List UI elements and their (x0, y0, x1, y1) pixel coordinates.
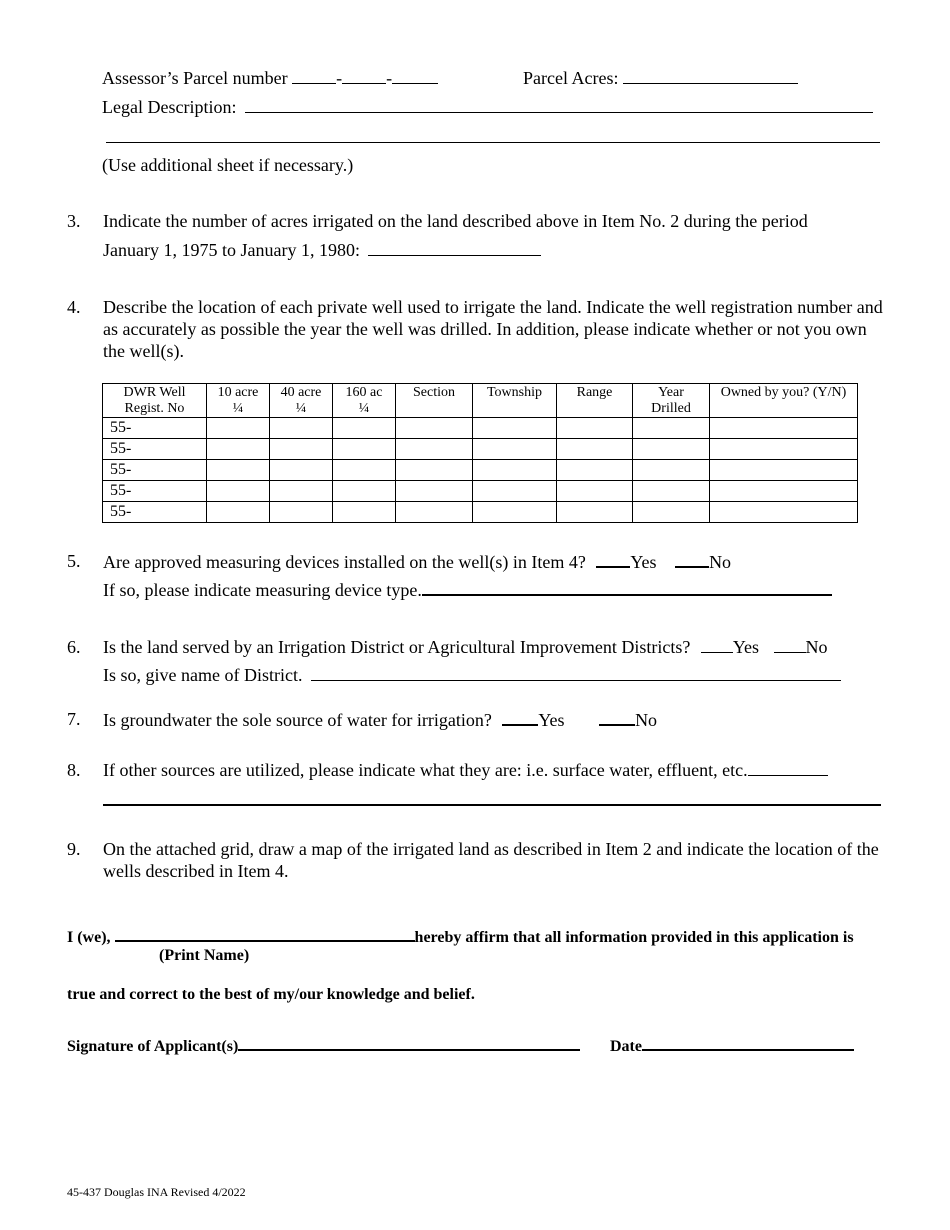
item-5-question: Are approved measuring devices installed on the well(s) in Item 4? (103, 552, 586, 572)
table-cell[interactable] (270, 481, 333, 502)
item-3-period-label: January 1, 1975 to January 1, 1980: (103, 240, 360, 260)
table-cell[interactable] (473, 439, 557, 460)
parcel-dash-1: - (336, 68, 343, 88)
item-3-line-2 (103, 239, 541, 261)
col-header-year-drilled: Year Drilled (633, 384, 710, 418)
table-cell[interactable] (557, 418, 633, 439)
table-cell[interactable] (633, 460, 710, 481)
table-row (103, 481, 858, 502)
parcel-acres-field[interactable] (623, 67, 798, 84)
table-cell[interactable] (207, 502, 270, 523)
item-6-no-label: No (805, 637, 828, 657)
table-cell[interactable] (396, 460, 473, 481)
affirmation-i-we: I (we), (67, 929, 111, 946)
table-cell[interactable] (710, 460, 858, 481)
table-cell[interactable] (333, 460, 396, 481)
item-6-yes-field[interactable] (701, 636, 733, 653)
item-4-question: Describe the location of each private well used to irrigate the land. Indicate the well registration number and as accurately as possible the year the well was drilled. In addition, please indicate whether or not you own the well(s). (103, 297, 883, 361)
signature-field[interactable] (238, 1035, 580, 1051)
item-3-question: Indicate the number of acres irrigated on the land described above in Item No. 2 during the period (103, 211, 808, 231)
item-6-no-field[interactable] (774, 636, 806, 653)
wells-table (102, 383, 858, 523)
well-regist-cell[interactable]: 55- (103, 502, 207, 523)
table-cell[interactable] (396, 439, 473, 460)
col-header-dwr-well: DWR Well Regist. No (103, 384, 207, 418)
table-cell[interactable] (270, 460, 333, 481)
parcel-number-row (102, 67, 438, 89)
table-cell[interactable] (270, 418, 333, 439)
parcel-acres-label: Parcel Acres: (523, 68, 619, 88)
item-6-line-1 (103, 636, 828, 658)
item-6-yes-label: Yes (732, 637, 760, 657)
parcel-number-field-1[interactable] (292, 67, 336, 84)
signature-row (67, 1035, 580, 1057)
table-cell[interactable] (207, 460, 270, 481)
table-cell[interactable] (396, 481, 473, 502)
item-7-number: 7. (67, 709, 81, 729)
table-cell[interactable] (710, 439, 858, 460)
item-7-question: Is groundwater the sole source of water for irrigation? (103, 710, 492, 730)
item-8-question: If other sources are utilized, please indicate what they are: i.e. surface water, effluent, etc. (103, 760, 748, 780)
item-5-no-label: No (709, 552, 732, 572)
item-5-no-field[interactable] (675, 550, 709, 568)
table-cell[interactable] (333, 481, 396, 502)
table-cell[interactable] (396, 418, 473, 439)
item-6-number: 6. (67, 637, 81, 657)
table-cell[interactable] (473, 460, 557, 481)
district-name-field[interactable] (311, 664, 841, 681)
table-cell[interactable] (333, 502, 396, 523)
table-cell[interactable] (633, 502, 710, 523)
parcel-dash-2: - (386, 68, 393, 88)
item-5-line-1 (103, 550, 731, 573)
item-7-yes-field[interactable] (502, 708, 538, 726)
other-sources-field[interactable] (748, 759, 828, 776)
table-cell[interactable] (557, 502, 633, 523)
item-5-number: 5. (67, 551, 81, 571)
col-header-township: Township (473, 384, 557, 418)
item-5-line-2 (103, 578, 832, 601)
well-regist-cell[interactable]: 55- (103, 481, 207, 502)
item-6-question: Is the land served by an Irrigation District or Agricultural Improvement Districts? (103, 637, 691, 657)
col-header-40-acre: 40 acre ¼ (270, 384, 333, 418)
table-cell[interactable] (333, 418, 396, 439)
legal-description-field[interactable] (245, 96, 873, 113)
item-8-number: 8. (67, 760, 81, 780)
table-cell[interactable] (270, 439, 333, 460)
table-cell[interactable] (633, 418, 710, 439)
item-9-instruction: On the attached grid, draw a map of the irrigated land as described in Item 2 and indicate the location of the wells described in Item 4. (103, 839, 879, 881)
table-cell[interactable] (207, 481, 270, 502)
table-row (103, 439, 858, 460)
table-cell[interactable] (557, 481, 633, 502)
legal-description-row (102, 96, 873, 118)
col-header-160-ac: 160 ac ¼ (333, 384, 396, 418)
item-5-yes-label: Yes (630, 552, 657, 572)
table-cell[interactable] (333, 439, 396, 460)
item-5-device-label: If so, please indicate measuring device type. (103, 580, 422, 600)
item-7-no-field[interactable] (599, 708, 635, 726)
date-label: Date (610, 1038, 642, 1055)
item-8-line-1 (103, 759, 828, 781)
legal-description-label: Legal Description: (102, 97, 237, 117)
item-7-line-1 (103, 708, 657, 731)
date-row (610, 1035, 854, 1057)
table-cell[interactable] (396, 502, 473, 523)
legal-description-line-2[interactable] (106, 142, 880, 143)
item-5-yes-field[interactable] (596, 550, 630, 568)
form-id-footer: 45-437 Douglas INA Revised 4/2022 (67, 1185, 246, 1199)
print-name-label: (Print Name) (159, 947, 250, 964)
parcel-acres-row (523, 67, 798, 89)
table-cell[interactable] (473, 481, 557, 502)
table-cell[interactable] (473, 418, 557, 439)
print-name-field[interactable] (115, 926, 415, 942)
affirmation-line-1 (67, 926, 854, 948)
item-7-no-label: No (635, 710, 658, 730)
col-header-section: Section (396, 384, 473, 418)
table-cell[interactable] (207, 439, 270, 460)
affirmation-line-2: true and correct to the best of my/our knowledge and belief. (67, 986, 475, 1003)
other-sources-line-2[interactable] (103, 804, 881, 806)
table-cell[interactable] (710, 481, 858, 502)
affirmation-statement: hereby affirm that all information provided in this application is (414, 929, 854, 946)
table-cell[interactable] (633, 481, 710, 502)
item-6-district-label: Is so, give name of District. (103, 665, 303, 685)
table-row (103, 502, 858, 523)
col-header-range: Range (557, 384, 633, 418)
table-cell[interactable] (473, 502, 557, 523)
well-regist-cell[interactable]: 55- (103, 418, 207, 439)
item-7-yes-label: Yes (538, 710, 565, 730)
acres-irrigated-field[interactable] (368, 239, 541, 256)
well-regist-cell[interactable]: 55- (103, 439, 207, 460)
col-header-10-acre: 10 acre ¼ (207, 384, 270, 418)
parcel-number-field-2[interactable] (342, 67, 386, 84)
table-cell[interactable] (557, 439, 633, 460)
item-9-number: 9. (67, 839, 81, 859)
table-row (103, 418, 858, 439)
table-cell[interactable] (710, 418, 858, 439)
item-6-line-2 (103, 664, 841, 686)
table-cell[interactable] (710, 502, 858, 523)
table-cell[interactable] (633, 439, 710, 460)
measuring-device-type-field[interactable] (422, 578, 832, 596)
item-3-number: 3. (67, 211, 81, 231)
table-row (103, 460, 858, 481)
col-header-owned: Owned by you? (Y/N) (710, 384, 858, 418)
date-field[interactable] (642, 1035, 854, 1051)
additional-sheet-note: (Use additional sheet if necessary.) (102, 155, 354, 175)
table-cell[interactable] (557, 460, 633, 481)
table-cell[interactable] (270, 502, 333, 523)
parcel-number-field-3[interactable] (392, 67, 438, 84)
wells-table-header-row (103, 384, 858, 418)
well-regist-cell[interactable]: 55- (103, 460, 207, 481)
signature-label: Signature of Applicant(s) (67, 1038, 239, 1055)
table-cell[interactable] (207, 418, 270, 439)
parcel-number-label: Assessor’s Parcel number (102, 68, 288, 88)
item-4-number: 4. (67, 297, 81, 317)
